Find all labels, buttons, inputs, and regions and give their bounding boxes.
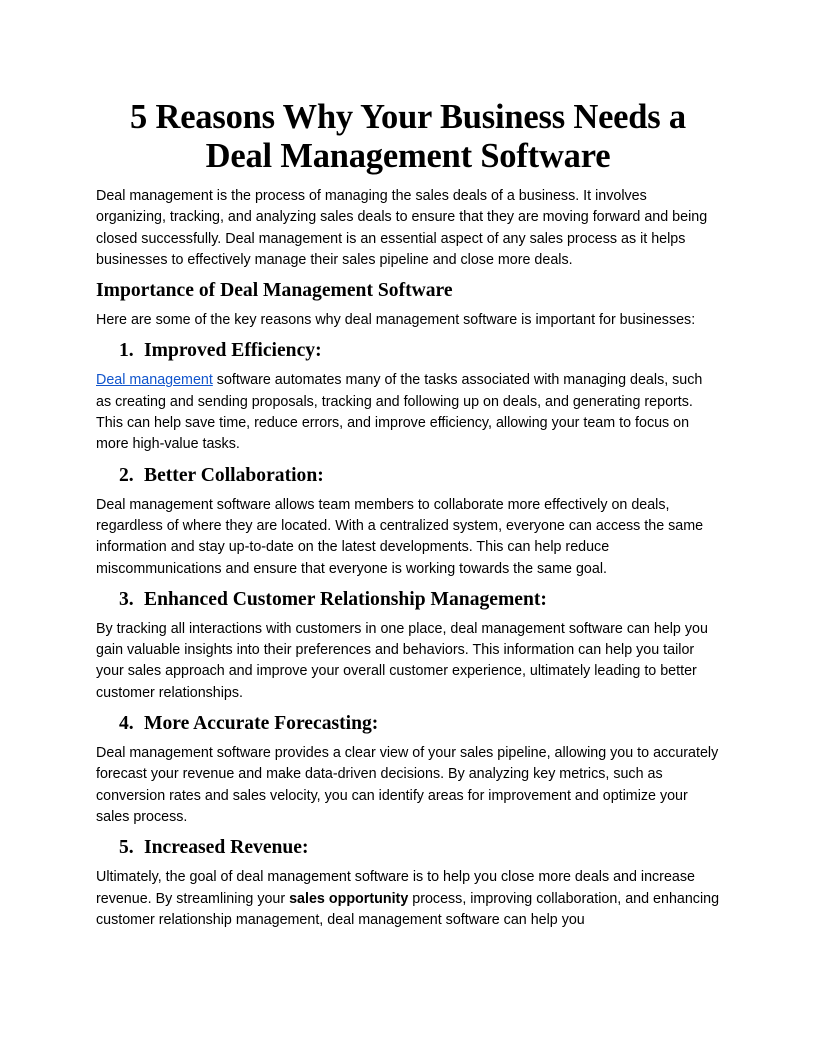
- reason-text-before: Ultimately, the goal of deal management software is to help you close more deals and increase revenue. By streamlining your: [96, 869, 695, 907]
- section-heading: Importance of Deal Management Software: [96, 280, 453, 302]
- reason-paragraph-4: Deal management software provides a clear view of your sales pipeline, allowing you to accurately forecast your revenue and make data-driven decisions. By analyzing key metrics, such as conversion rates and sales velocity, you can identify areas for improvement and optimize your sales process.: [96, 745, 719, 825]
- reason-number: 2.: [119, 464, 134, 486]
- intro-paragraph: Deal management is the process of managing the sales deals of a business. It involves organizing, tracking, and analyzing sales deals to ensure that they are moving forward and being closed successfully. Deal management is an essential aspect of any sales process as it helps businesses to effectively manage their sales pipeline and close more deals.: [96, 188, 708, 268]
- reason-heading-3: [96, 588, 720, 612]
- reason-paragraph-3: By tracking all interactions with customers in one place, deal management software can help you gain valuable insights into their preferences and behaviors. This information can help you tailor your sales approach and improve your overall customer experience, ultimately leading to better customer relationships.: [96, 620, 708, 701]
- reason-number: 3.: [119, 588, 134, 610]
- deal-management-link[interactable]: Deal management: [96, 372, 213, 389]
- reason-heading-4: [96, 712, 720, 736]
- section-intro-paragraph: Here are some of the key reasons why deal management software is important for businesses:: [96, 312, 696, 329]
- article-title: 5 Reasons Why Your Business Needs a Deal Management Software: [130, 98, 686, 175]
- reason-heading-5: [96, 836, 720, 860]
- reason-number: 5.: [119, 837, 134, 859]
- reason-paragraph-5: [96, 867, 720, 931]
- reason-number: 1.: [119, 340, 134, 362]
- reason-title: Improved Efficiency:: [144, 340, 322, 362]
- reason-title: Increased Revenue:: [144, 837, 309, 859]
- reason-paragraph-1: [96, 370, 720, 455]
- sales-opportunity-bold: sales opportunity: [289, 890, 409, 907]
- reason-heading-2: [96, 464, 720, 488]
- reason-text-after: process, improving collaboration, and enhancing customer relationship management, deal management software can help you: [96, 890, 720, 928]
- reason-heading-1: [96, 339, 720, 363]
- reason-paragraph-2: Deal management software allows team members to collaborate more effectively on deals, regardless of where they are located. With a centralized system, everyone can access the same information and stay up-to-date on the latest developments. This can help reduce miscommunications and ensure that everyone is working towards the same goal.: [96, 496, 704, 577]
- reason-title: Better Collaboration:: [144, 464, 324, 486]
- reason-text: software automates many of the tasks associated with managing deals, such as creating and sending proposals, tracking and following up on deals, and generating reports. This can help save time, reduce errors, and improve efficiency, allowing your team to focus on more high-value tasks.: [96, 372, 703, 453]
- reason-title: Enhanced Customer Relationship Management:: [144, 588, 547, 610]
- reason-number: 4.: [119, 713, 134, 735]
- reason-title: More Accurate Forecasting:: [144, 713, 379, 735]
